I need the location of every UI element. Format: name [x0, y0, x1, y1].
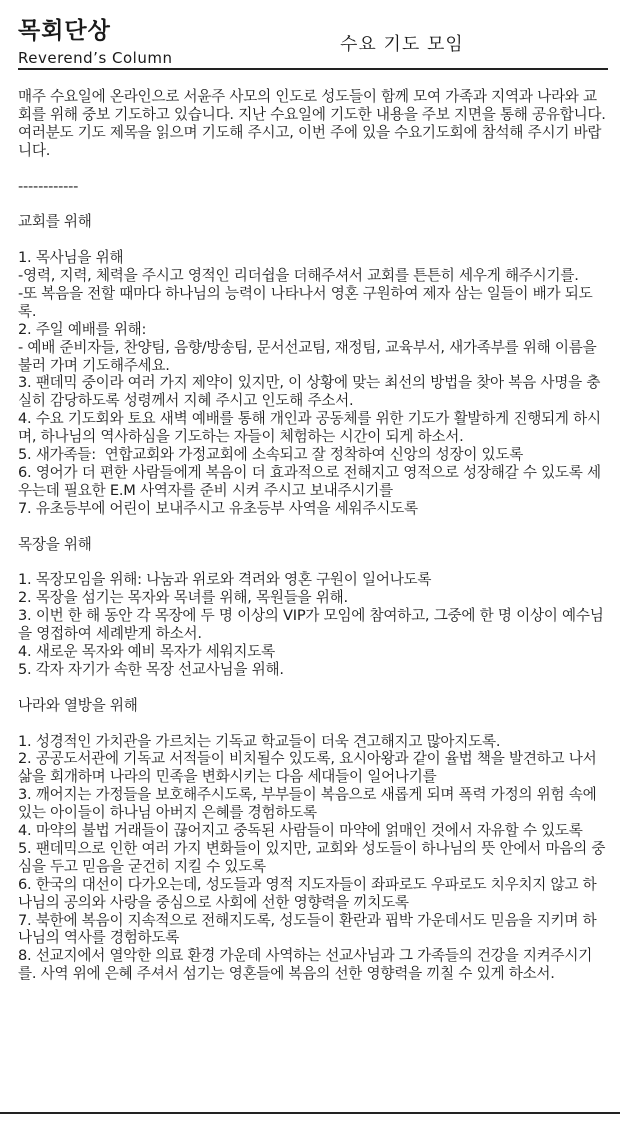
- intro-paragraph: 매주 수요일에 온라인으로 서윤주 사모의 인도로 성도들이 함께 모여 가족과 지역과 나라와 교회를 위해 중보 기도하고 있습니다. 지난 수요일에 기도한 내용을 주보 지면을 통해 공유합니다. 여러분도 기도 제목을 읽으며 기도해 주시고, 이번 주에 있을 수요기도회에 참석해 주시기 바랍니다.: [18, 88, 611, 159]
- column-name-english: Reverend’s Column: [18, 49, 173, 67]
- prayer-item: 1. 목사님을 위해: [18, 249, 124, 267]
- prayer-item: 3. 이번 한 해 동안 각 목장에 두 명 이상의 VIP가 모임에 참여하고, 그중에 한 명 이상이 예수님을 영접하여 세례받게 하소서.: [18, 607, 604, 643]
- prayer-item: 5. 각자 자기가 속한 목장 선교사님을 위해.: [18, 660, 284, 678]
- header-divider: [18, 68, 608, 70]
- prayer-item: -영력, 지력, 체력을 주시고 영적인 리더쉽을 더해주셔서 교회를 튼튼히 세우게 해주시기를.: [18, 267, 579, 285]
- prayer-item: 1. 성경적인 가치관을 가르치는 기독교 학교들이 더욱 견고해지고 많아지도록.: [18, 732, 501, 750]
- prayer-item: - 예배 준비자들, 찬양팀, 음향/방송팀, 문서선교팀, 재정팀, 교육부서, 새가족부를 위해 이름을 불러 가며 기도해주세요.: [18, 338, 601, 374]
- prayer-item: 5. 새가족들: 연합교회와 가정교회에 소속되고 잘 정착하여 신앙의 성장이 있도록: [18, 446, 524, 464]
- dashed-separator: ------------: [18, 177, 79, 195]
- column-name-korean: 목회단상: [18, 18, 111, 44]
- prayer-item: 3. 깨어지는 가정들을 보호해주시도록, 부부들이 복음으로 새롭게 되며 폭력 가정의 위험 속에 있는 아이들이 하나님 아버지 은혜를 경험하도록: [18, 786, 601, 822]
- page-title: 수요 기도 모임: [340, 34, 464, 55]
- section-heading-nation: 나라와 열방을 위해: [18, 696, 138, 714]
- prayer-item: 2. 주일 예배를 위해:: [18, 320, 147, 338]
- prayer-item: 4. 새로운 목자와 예비 목자가 세워지도록: [18, 643, 275, 661]
- section-heading-mokjang: 목장을 위해: [18, 535, 92, 553]
- prayer-item: 3. 팬데믹 중이라 여러 가지 제약이 있지만, 이 상황에 맞는 최선의 방법을 찾아 복음 사명을 충실히 감당하도록 성령께서 지혜 주시고 인도해 주소서.: [18, 374, 601, 410]
- prayer-item: 5. 팬데믹으로 인한 여러 가지 변화들이 있지만, 교회와 성도들이 하나님의 뜻 안에서 마음의 중심을 두고 믿음을 굳건히 지킬 수 있도록: [18, 839, 606, 875]
- article-body: [18, 88, 611, 983]
- footer-divider: [0, 1112, 620, 1114]
- prayer-item: 2. 공공도서관에 기독교 서적들이 비치될수 있도록, 요시아왕과 같이 율법 책을 발견하고 나서 삶을 회개하며 나라의 민족을 변화시키는 다음 세대들이 일어나기를: [18, 750, 601, 786]
- page-header: [18, 16, 608, 68]
- prayer-item: 6. 한국의 대선이 다가오는데, 성도들과 영적 지도자들이 좌파로도 우파로도 치우치지 않고 하나님의 공의와 사랑을 중심으로 사회에 선한 영향력을 끼치도록: [18, 875, 597, 911]
- prayer-item: -또 복음을 전할 때마다 하나님의 능력이 나타나서 영혼 구원하여 제자 삼는 일들이 배가 되도록.: [18, 284, 593, 320]
- prayer-item: 7. 유초등부에 어린이 보내주시고 유초등부 사역을 세워주시도록: [18, 499, 418, 517]
- prayer-item: 7. 북한에 복음이 지속적으로 전해지도록, 성도들이 환란과 핍박 가운데서도 믿음을 지키며 하나님의 역사를 경험하도록: [18, 911, 597, 947]
- prayer-item: 4. 마약의 불법 거래들이 끊어지고 중독된 사람들이 마약에 얽매인 것에서 자유할 수 있도록: [18, 822, 583, 840]
- prayer-item: 1. 목장모임을 위해: 나눔과 위로와 격려와 영혼 구원이 일어나도록: [18, 571, 432, 589]
- section-heading-church: 교회를 위해: [18, 213, 92, 231]
- prayer-item: 8. 선교지에서 열악한 의료 환경 가운데 사역하는 선교사님과 그 가족들의 건강을 지켜주시기를. 사역 위에 은혜 주셔서 섬기는 영혼들에 복음의 선한 영향력을 끼칠 수 있게 하소서.: [18, 947, 593, 983]
- prayer-item: 2. 목장을 섬기는 목자와 목녀를 위해, 목원들을 위해.: [18, 589, 348, 607]
- prayer-item: 4. 수요 기도회와 토요 새벽 예배를 통해 개인과 공동체를 위한 기도가 활발하게 진행되게 하시며, 하나님의 역사하심을 기도하는 자들이 체험하는 시간이 되게 하소서.: [18, 410, 601, 446]
- prayer-item: 6. 영어가 더 편한 사람들에게 복음이 더 효과적으로 전해지고 영적으로 성장해갈 수 있도록 세우는데 필요한 E.M 사역자를 준비 시켜 주시고 보내주시기를: [18, 463, 601, 499]
